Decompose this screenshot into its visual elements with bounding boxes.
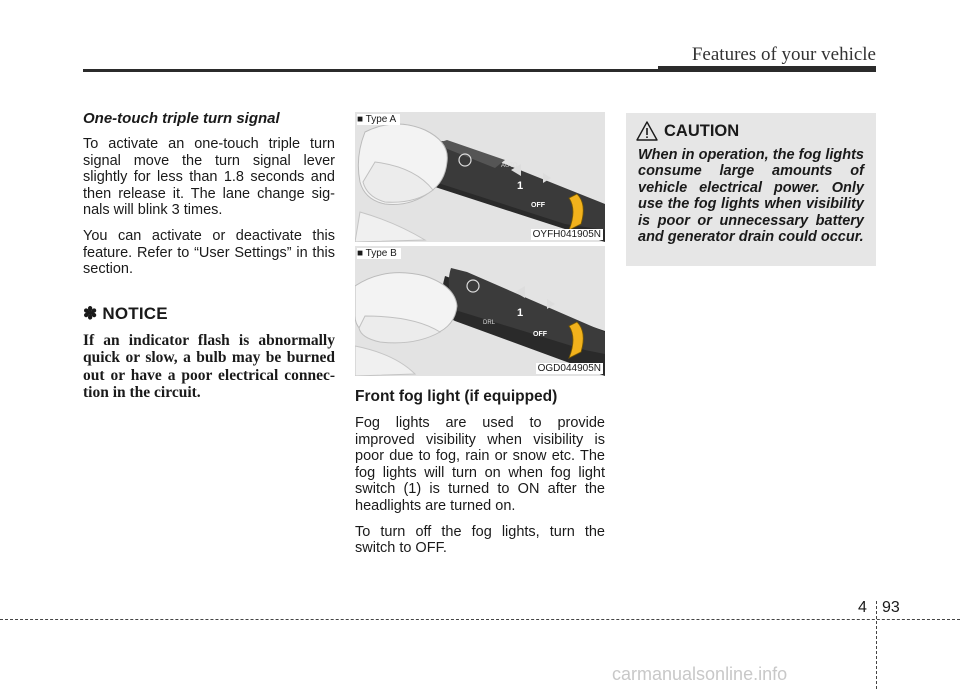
lever-marking-auto-a: AUTO [501, 163, 518, 169]
page-number: 93 [882, 599, 900, 616]
lever-illustration-type-a [355, 112, 605, 242]
figure-type-a-code: OYFH041905N [532, 229, 601, 240]
figure-type-b-label: ■ Type B [357, 248, 401, 259]
triple-turn-signal-paragraph-2: You can activate or deactivate this feature. Refer to “User Settings” in this section. [83, 227, 335, 278]
figure-type-b-code: OGD044905N [537, 363, 601, 374]
header-section-title: Features of your vehicle [691, 44, 876, 65]
lever-marking-off-b: OFF [533, 331, 547, 338]
left-column [83, 110, 335, 401]
caution-body: When in operation, the fog lights consume large amounts of vehicle electrical power. Only use the fog lights when visibility is poor or unnecessary battery and generator drain could occur. [638, 147, 864, 246]
notice-title: ✽ NOTICE [83, 303, 168, 323]
triple-turn-signal-heading: One-touch triple turn signal [83, 110, 280, 127]
caution-title: CAUTION [664, 121, 740, 140]
notice-body: If an indicator flash is abnormally quick or slow, a bulb may be burned out or have a poor electrical connec- tion in the circuit. [83, 331, 335, 401]
lever-illustration-type-b [355, 246, 605, 376]
footer-rule [0, 619, 960, 620]
figure-type-a [355, 112, 605, 242]
figure-type-b [355, 246, 605, 376]
watermark: carmanualsonline.info [612, 664, 788, 684]
fog-light-heading: Front fog light (if equipped) [355, 388, 558, 405]
footer-divider [876, 601, 878, 689]
caution-box [626, 113, 876, 266]
header-rule-accent [658, 66, 876, 72]
lever-marking-1-b: 1 [517, 307, 524, 319]
lever-marking-1-a: 1 [517, 180, 524, 192]
warning-triangle-icon [636, 121, 658, 141]
lever-marking-drl-b: DRL [483, 320, 496, 326]
lever-marking-off-a: OFF [531, 202, 545, 209]
fog-light-paragraph-1: Fog lights are used to provide improved visibility when visibility is poor due to fog, rain or snow etc. The fog lights will turn on when fog light switch (1) is turned to ON after the headlights are turned on. [355, 415, 605, 514]
middle-column [355, 112, 605, 566]
caution-header [638, 121, 864, 141]
figure-type-a-label: ■ Type A [357, 114, 400, 125]
triple-turn-signal-paragraph-1: To activate an one-touch triple turn signal move the turn signal lever slightly for less than 1.8 seconds and then release it. The lane change sig- nals will blink 3 times. [83, 136, 335, 219]
fog-light-paragraph-2: To turn off the fog lights, turn the switch to OFF. [355, 523, 605, 557]
chapter-number: 4 [858, 599, 867, 616]
